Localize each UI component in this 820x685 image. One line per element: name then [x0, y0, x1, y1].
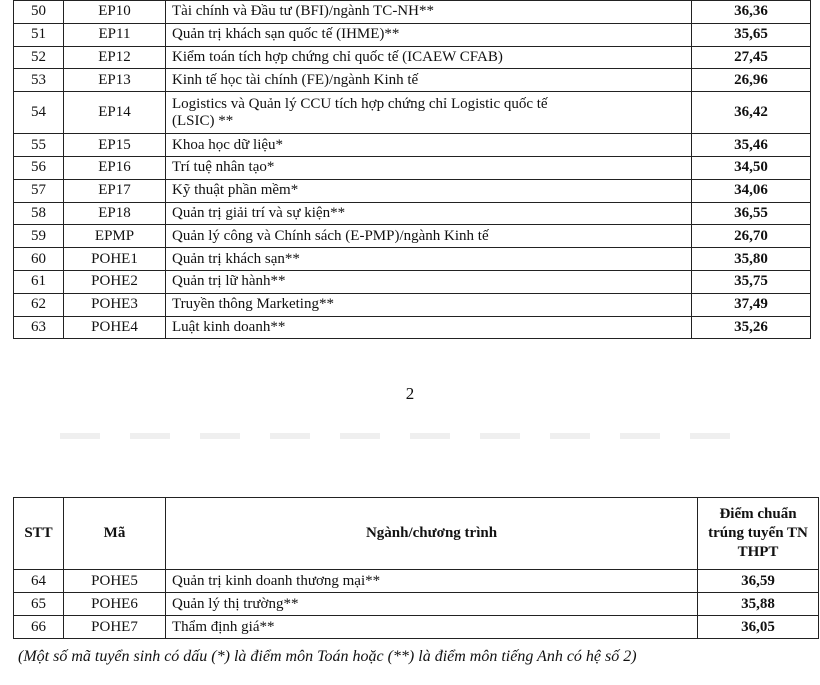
row-code: POHE4 — [64, 316, 166, 339]
page-number: 2 — [405, 384, 415, 403]
row-stt: 50 — [14, 1, 64, 24]
row-stt: 59 — [14, 225, 64, 248]
row-score: 35,65 — [692, 23, 811, 46]
row-name: Thẩm định giá** — [166, 616, 698, 639]
row-code: POHE5 — [64, 570, 166, 593]
table-row — [14, 248, 811, 271]
row-score: 36,05 — [698, 616, 819, 639]
table-header-row — [14, 498, 819, 570]
row-score: 36,36 — [692, 1, 811, 24]
row-code: POHE6 — [64, 593, 166, 616]
table-row — [14, 570, 819, 593]
admission-table-top — [13, 0, 811, 339]
row-name: Quản trị khách sạn** — [166, 248, 692, 271]
row-stt: 58 — [14, 202, 64, 225]
row-stt: 56 — [14, 156, 64, 179]
table-top-body — [14, 1, 811, 339]
row-score: 35,80 — [692, 248, 811, 271]
row-code: POHE7 — [64, 616, 166, 639]
header-score-line-2: trúng tuyển TN — [708, 525, 808, 541]
table-row — [14, 293, 811, 316]
row-score: 35,46 — [692, 134, 811, 157]
header-score-line-1: Điểm chuẩn — [719, 506, 797, 522]
table-row — [14, 593, 819, 616]
row-name: Trí tuệ nhân tạo* — [166, 156, 692, 179]
row-score: 37,49 — [692, 293, 811, 316]
row-stt: 55 — [14, 134, 64, 157]
header-score-line-3: THPT — [737, 544, 779, 560]
header-stt: STT — [14, 498, 64, 570]
row-code: EPMP — [64, 225, 166, 248]
admission-table-bottom — [13, 497, 819, 639]
table-row — [14, 69, 811, 92]
row-stt: 65 — [14, 593, 64, 616]
row-stt: 53 — [14, 69, 64, 92]
row-name: Quản lý công và Chính sách (E-PMP)/ngành Kinh tế — [166, 225, 692, 248]
row-code: POHE1 — [64, 248, 166, 271]
row-code: EP17 — [64, 179, 166, 202]
row-code: EP10 — [64, 1, 166, 24]
header-score — [698, 498, 819, 570]
row-score: 27,45 — [692, 46, 811, 69]
row-name: Quản trị lữ hành** — [166, 270, 692, 293]
row-stt: 57 — [14, 179, 64, 202]
row-stt: 61 — [14, 270, 64, 293]
table-row — [14, 156, 811, 179]
row-name-line-2: (LSIC) ** — [172, 112, 234, 129]
row-code: EP12 — [64, 46, 166, 69]
page-break-shadow — [60, 433, 760, 439]
row-code: EP16 — [64, 156, 166, 179]
row-code: EP11 — [64, 23, 166, 46]
row-name: Quản trị kinh doanh thương mại** — [166, 570, 698, 593]
row-stt: 66 — [14, 616, 64, 639]
row-name: Tài chính và Đầu tư (BFI)/ngành TC-NH** — [166, 1, 692, 24]
row-score: 35,88 — [698, 593, 819, 616]
table-bottom-body — [14, 570, 819, 639]
row-score: 36,55 — [692, 202, 811, 225]
row-stt: 52 — [14, 46, 64, 69]
row-code: EP15 — [64, 134, 166, 157]
row-name: Luật kinh doanh** — [166, 316, 692, 339]
row-name: Quản lý thị trường** — [166, 593, 698, 616]
row-code: EP14 — [64, 92, 166, 134]
row-score: 36,59 — [698, 570, 819, 593]
row-score: 26,96 — [692, 69, 811, 92]
row-name: Kỹ thuật phần mềm* — [166, 179, 692, 202]
row-score: 35,26 — [692, 316, 811, 339]
table-row — [14, 179, 811, 202]
row-code: POHE3 — [64, 293, 166, 316]
row-name: Kinh tế học tài chính (FE)/ngành Kinh tế — [166, 69, 692, 92]
row-score: 35,75 — [692, 270, 811, 293]
table-row — [14, 1, 811, 24]
footnote: (Một số mã tuyển sinh có dấu (*) là điểm môn Toán hoặc (**) là điểm môn tiếng Anh có hệ số 2) — [18, 648, 637, 665]
row-name: Quản trị giải trí và sự kiện** — [166, 202, 692, 225]
row-name: Kiểm toán tích hợp chứng chỉ quốc tế (ICAEW CFAB) — [166, 46, 692, 69]
table-row — [14, 316, 811, 339]
row-stt: 51 — [14, 23, 64, 46]
row-name: Quản trị khách sạn quốc tế (IHME)** — [166, 23, 692, 46]
row-score: 34,06 — [692, 179, 811, 202]
row-code: POHE2 — [64, 270, 166, 293]
row-stt: 54 — [14, 92, 64, 134]
row-score: 34,50 — [692, 156, 811, 179]
header-code: Mã — [64, 498, 166, 570]
table-row — [14, 616, 819, 639]
row-code: EP18 — [64, 202, 166, 225]
table-row — [14, 134, 811, 157]
row-stt: 62 — [14, 293, 64, 316]
row-name-line-1: Logistics và Quản lý CCU tích hợp chứng chỉ Logistic quốc tế — [172, 95, 548, 112]
table-row — [14, 202, 811, 225]
table-row — [14, 225, 811, 248]
row-code: EP13 — [64, 69, 166, 92]
row-stt: 63 — [14, 316, 64, 339]
row-score: 26,70 — [692, 225, 811, 248]
table-row — [14, 270, 811, 293]
table-row — [14, 92, 811, 134]
row-name — [166, 92, 692, 134]
table-row — [14, 23, 811, 46]
header-name: Ngành/chương trình — [166, 498, 698, 570]
row-stt: 60 — [14, 248, 64, 271]
row-name: Khoa học dữ liệu* — [166, 134, 692, 157]
row-name: Truyền thông Marketing** — [166, 293, 692, 316]
row-stt: 64 — [14, 570, 64, 593]
table-row — [14, 46, 811, 69]
row-score: 36,42 — [692, 92, 811, 134]
